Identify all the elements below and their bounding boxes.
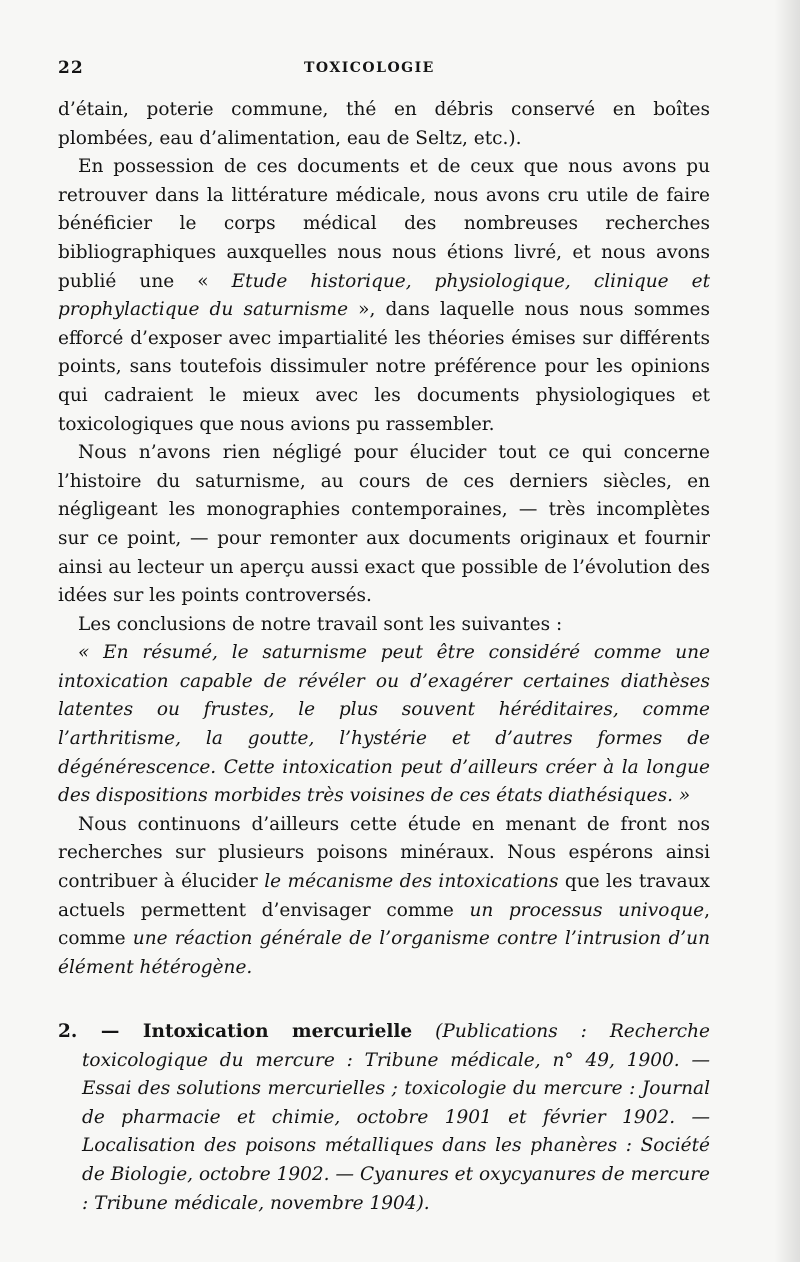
body-text <box>58 96 710 982</box>
paragraph-continuation: d’étain, poterie commune, thé en débris conservé en boîtes plombées, eau d’alimentation, eau de Seltz, etc.). <box>58 99 710 149</box>
paragraph-conclusions-intro: Les conclusions de notre travail sont les suivantes : <box>78 613 563 635</box>
section-mercury-intoxication: 2. — Intoxication mercurielle (Publications : Recherche toxicologique du mercure : Tribune médicale, n° 49, 1900. — Essai des solutions mercurielles ; toxicologie du mercure : Journal de pharmacie et chimie, octobre 1901 et février 1902. — Localisation des poisons métalliques dans les phanères : Société de Biologie, octobre 1902. — Cyanures et oxycyanures de mercure : Tribune médicale, novembre 1904). <box>58 1021 711 1214</box>
running-title: TOXICOLOGIE <box>304 60 435 76</box>
section-number: 2. <box>58 1021 78 1042</box>
paragraph-ongoing-study: Nous continuons d’ailleurs cette étude en menant de front nos recherches sur plusieurs poisons minéraux. Nous espérons ainsi contribuer à élucider le mécanisme des intoxications que les travaux actuels permettent d’envisager comme un processus univoque, comme une réaction générale de l’organisme contre l’intrusion d’un élément hétérogène. <box>58 813 710 978</box>
page-edge-shadow <box>774 0 800 1262</box>
section-title: Intoxication mercurielle <box>142 1021 413 1042</box>
paragraph-history: Nous n’avons rien négligé pour élucider tout ce qui concerne l’histoire du saturnisme, au cours de ces derniers siècles, en négligeant les monographies contemporaines, — très incomplètes sur ce point, — pour remonter aux documents originaux et fournir ainsi au lecteur un aperçu aussi exact que possible de l’évolution des idées sur les points controversés. <box>58 442 710 607</box>
paragraph-conclusion-quote: « En résumé, le saturnisme peut être considéré comme une intoxication capable de révéler ou d’exagérer certaines diathèses latentes ou frustes, le plus souvent héréditaires, comme l’arthritisme, la goutte, l’hystérie et d’autres formes de dégénérescence. Cette intoxication peut d’ailleurs créer à la longue des dispositions morbides très voisines de ces états diathésiques. » <box>58 642 710 807</box>
page-number: 22 <box>58 58 84 78</box>
paragraph-bibliography: En possession de ces documents et de ceux que nous avons pu retrouver dans la littérature médicale, nous avons cru utile de faire bénéficier le corps médical des nombreuses recherches bibliographiques auxquelles nous nous étions livré, et nous avons publié une « Etude historique, physiologique, clinique et prophylactique du saturnisme », dans laquelle nous nous sommes efforcé d’exposer avec impartialité les théories émises sur différents points, sans toutefois dissimuler notre préférence pour les opinions qui cadraient le mieux avec les documents physiologiques et toxicologiques que nous avions pu rassembler. <box>58 156 711 435</box>
study-title: Etude historique, physiologique, clinique et prophylactique du saturnisme <box>58 270 711 321</box>
section-publications: (Publications : Recherche toxicologique du mercure : Tribune médicale, n° 49, 1900. — Essai des solutions mercurielles ; toxicologie du mercure : Journal de pharmacie et chimie, octobre 1901 et février 1902. — Localisation des poisons métalliques dans les phanères : Société de Biologie, octobre 1902. — Cyanures et oxycyanures de mercure : Tribune médicale, novembre 1904). <box>82 1021 711 1214</box>
running-head <box>58 58 742 84</box>
